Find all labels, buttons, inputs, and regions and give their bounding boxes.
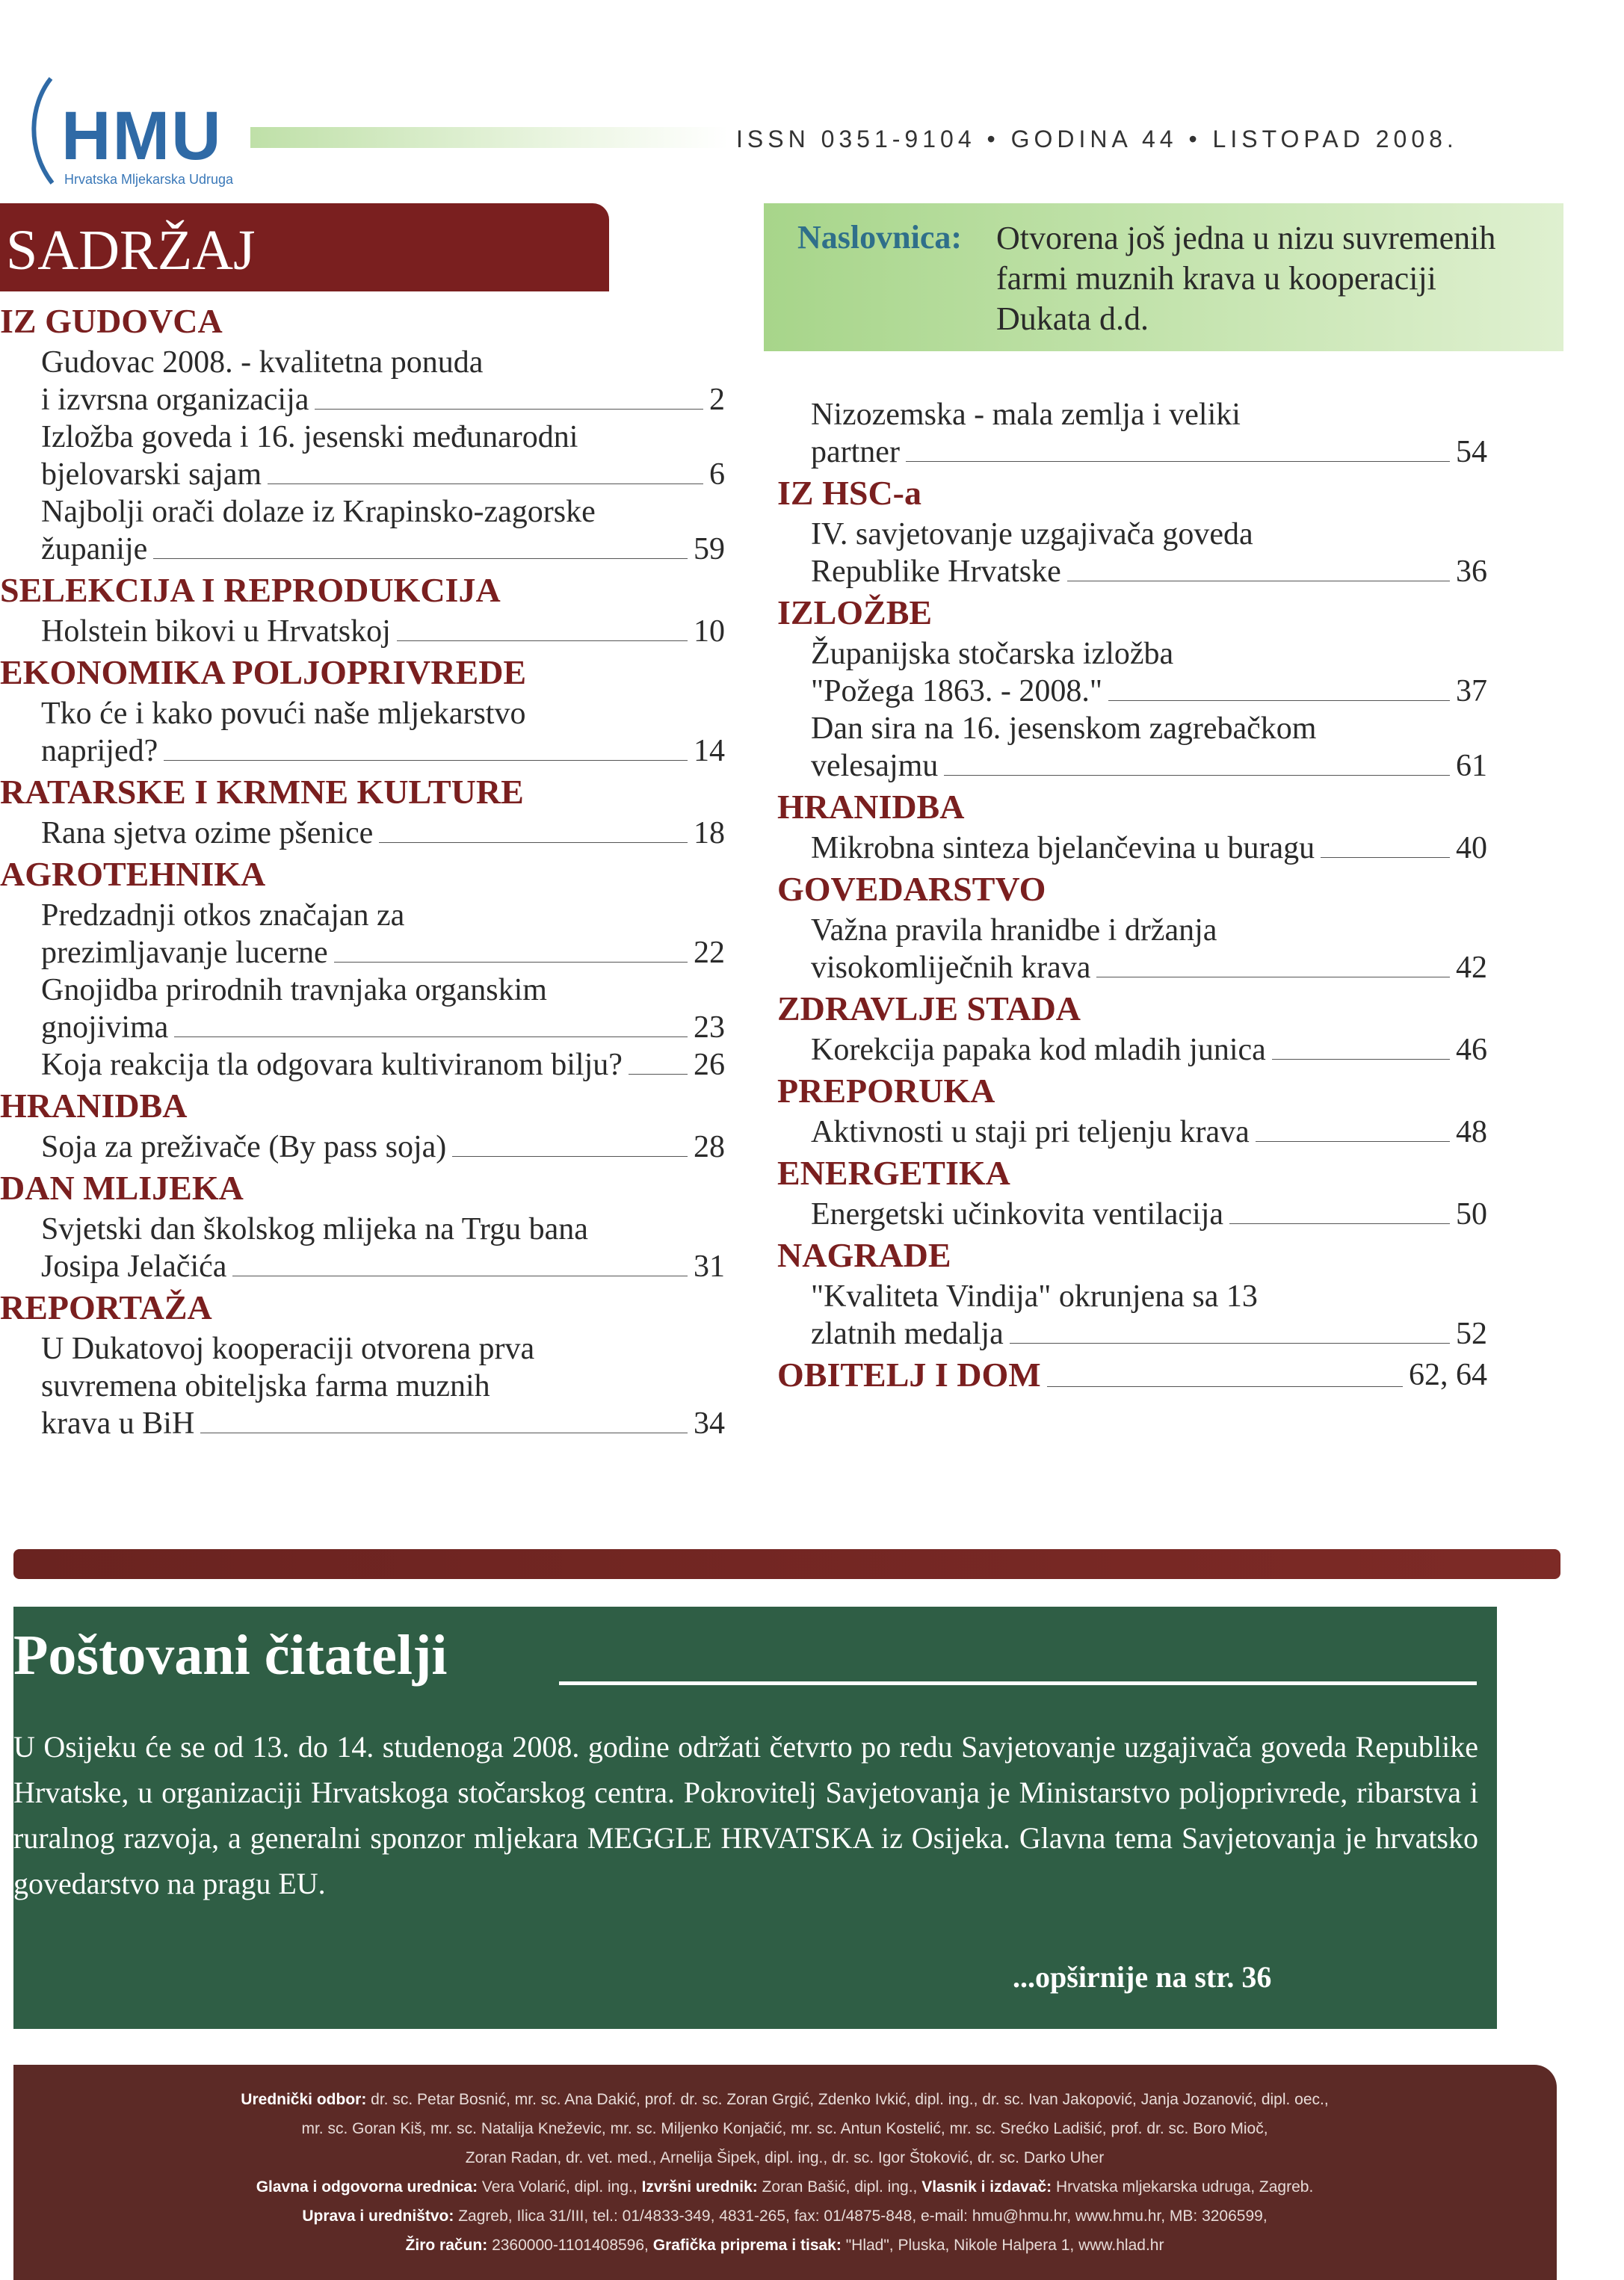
- toc-entry-title: Republike Hrvatske: [811, 554, 1061, 589]
- toc-entry[interactable]: [811, 1278, 1487, 1353]
- office-label: Uprava i uredništvo:: [302, 2208, 454, 2225]
- toc-leader-line: [1272, 1059, 1450, 1060]
- toc-entry-title: bjelovarski sajam: [41, 457, 262, 492]
- toc-page-number: 61: [1456, 749, 1487, 783]
- imprint-account: [30, 2231, 1540, 2260]
- toc-page-number: 22: [694, 936, 725, 970]
- reader-title: Poštovani čitatelji: [13, 1624, 448, 1687]
- toc-entry-title: i izvrsna organizacija: [41, 383, 309, 417]
- toc-leader-line: [153, 558, 688, 559]
- toc-leader-line: [944, 775, 1450, 776]
- account-label: Žiro račun:: [405, 2237, 488, 2254]
- toc-entry-title: "Požega 1863. - 2008.": [811, 674, 1103, 708]
- toc-entry[interactable]: [41, 897, 725, 971]
- toc-entry-title: naprijed?: [41, 734, 158, 768]
- owner-name: Hrvatska mljekarska udruga, Zagreb.: [1055, 2178, 1314, 2196]
- reader-title-rule: [559, 1681, 1477, 1685]
- office-details: Zagreb, Ilica 31/III, tel.: 01/4833-349, 4831-265, fax: 01/4875-848, e-mail: hmu@hmu.hr, www.hmu.hr, MB: 3206599,: [458, 2208, 1268, 2225]
- toc-entry-title: županije: [41, 532, 148, 566]
- toc-entry[interactable]: [811, 635, 1487, 710]
- toc-leader-line: [1229, 1223, 1450, 1224]
- toc-section-heading: NAGRADE: [777, 1236, 951, 1274]
- toc-entry-title: Holstein bikovi u Hrvatskoj: [41, 614, 391, 649]
- toc-entry-title: Najbolji orači dolaze iz Krapinsko-zagorske: [41, 495, 596, 529]
- toc-page-number: 6: [709, 457, 725, 492]
- logo-text: HMU: [61, 98, 223, 174]
- hmu-logo: [22, 67, 262, 187]
- toc-leader-line: [1321, 857, 1450, 858]
- toc-entry[interactable]: [811, 1196, 1487, 1233]
- toc-entry-title: Rana sjetva ozime pšenice: [41, 816, 374, 850]
- toc-entry-title: Važna pravila hranidbe i držanja: [811, 913, 1217, 948]
- toc-page-number: 46: [1456, 1033, 1487, 1067]
- toc-entry-title: visokomliječnih krava: [811, 951, 1091, 985]
- toc-entry-title: Koja reakcija tla odgovara kultiviranom bilju?: [41, 1048, 623, 1082]
- toc-page-number: 40: [1456, 831, 1487, 865]
- toc-entry[interactable]: [811, 516, 1487, 590]
- toc-leader-line: [164, 760, 688, 761]
- toc-leader-line: [629, 1074, 688, 1075]
- toc-section-obitelj[interactable]: [777, 1353, 1487, 1397]
- toc-entry-title: Mikrobna sinteza bjelančevina u buragu: [811, 831, 1315, 865]
- toc-entry-title: Izložba goveda i 16. jesenski međunarodni: [41, 420, 578, 454]
- toc-page-number: 23: [694, 1010, 725, 1045]
- exec-label: Izvršni urednik:: [641, 2178, 758, 2196]
- reader-body: U Osijeku će se od 13. do 14. studenoga 2008. godine održati četvrto po redu Savjetovanje uzgajivača goveda Republike Hrvatske, u organizaciji Hrvatskoga stočarskog centra. Pokrovitelj Savjetovanja je Ministarstvo poljoprivrede, ribarstva i ruralnog razvoja, a generalni sponzor mljekara MEGGLE HRVATSKA iz Osijeka. Glavna tema Savjetovanja je hrvatsko govedarstvo na pragu EU.: [13, 1730, 1478, 1900]
- toc-page-number: 62, 64: [1409, 1358, 1487, 1392]
- editor-name: Vera Volarić, dipl. ing.,: [481, 2178, 637, 2196]
- toc-entry-title: "Kvaliteta Vindija" okrunjena sa 13: [811, 1279, 1258, 1314]
- toc-entry[interactable]: [811, 710, 1487, 785]
- toc-entry-title: gnojivima: [41, 1010, 169, 1045]
- print-details: "Hlad", Pluska, Nikole Halpera 1, www.hlad.hr: [845, 2237, 1164, 2254]
- imprint-board-2: mr. sc. Goran Kiš, mr. sc. Natalija Kneževic, mr. sc. Miljenko Konjačić, mr. sc. Antun Kostelić, mr. sc. Srećko Ladišić, prof. dr. sc. Boro Mioč,: [301, 2120, 1268, 2137]
- logo-swoosh-icon: [22, 75, 67, 187]
- editor-label: Glavna i odgovorna urednica:: [256, 2178, 478, 2196]
- toc-entry-title: suvremena obiteljska farma muznih: [41, 1369, 490, 1403]
- toc-leader-line: [334, 962, 688, 963]
- imprint-board-3: Zoran Radan, dr. vet. med., Arnelija Šipek, dipl. ing., dr. sc. Igor Štoković, dr. sc. Darko Uher: [465, 2149, 1105, 2166]
- toc-page-number: 18: [694, 816, 725, 850]
- cover-label: Naslovnica:: [797, 219, 962, 256]
- toc-entry-title: Tko će i kako povući naše mljekarstvo: [41, 696, 526, 731]
- logo-subtitle: Hrvatska Mljekarska Udruga: [64, 172, 234, 187]
- toc-title: SADRŽAJ: [6, 219, 256, 282]
- toc-entry-title: zlatnih medalja: [811, 1317, 1004, 1351]
- toc-leader-line: [1010, 1343, 1450, 1344]
- toc-page-number: 34: [694, 1406, 725, 1441]
- toc-page-number: 50: [1456, 1197, 1487, 1232]
- toc-page-number: 26: [694, 1048, 725, 1082]
- cover-text: Otvorena još jedna u nizu suvremenih farmi muznih krava u kooperaciji Dukata d.d.: [996, 220, 1496, 337]
- toc-leader-line: [315, 409, 703, 410]
- toc-leader-line: [1047, 1386, 1403, 1387]
- toc-entry-title: velesajmu: [811, 749, 939, 783]
- toc-section-heading: HRANIDBA: [0, 1087, 188, 1125]
- toc-entry[interactable]: [41, 815, 725, 852]
- toc-entry-title: Korekcija papaka kod mladih junica: [811, 1033, 1266, 1067]
- toc-entry-title: Predzadnji otkos značajan za: [41, 898, 405, 933]
- toc-entry[interactable]: [41, 613, 725, 650]
- toc-leader-line: [174, 1036, 688, 1037]
- toc-leader-line: [452, 1156, 688, 1157]
- toc-section-heading: HRANIDBA: [777, 788, 965, 826]
- exec-name: Zoran Bašić, dipl. ing.,: [762, 2178, 918, 2196]
- toc-leader-line: [379, 842, 688, 843]
- toc-page-number: 48: [1456, 1115, 1487, 1149]
- toc-entry-title: Županijska stočarska izložba: [811, 637, 1174, 671]
- toc-section-heading: DAN MLIJEKA: [0, 1169, 244, 1207]
- imprint-board-1: [30, 2085, 1540, 2114]
- toc-entry-title: krava u BiH: [41, 1406, 195, 1441]
- toc-entry[interactable]: [41, 1046, 725, 1084]
- toc-entry-title: Gnojidba prirodnih travnjaka organskim: [41, 973, 547, 1007]
- toc-page-number: 36: [1456, 554, 1487, 589]
- toc-entry[interactable]: [41, 1128, 725, 1166]
- toc-leader-line: [906, 461, 1450, 462]
- toc-entry[interactable]: [811, 1031, 1487, 1069]
- toc-entry-title: prezimljavanje lucerne: [41, 936, 328, 970]
- toc-section-heading: GOVEDARSTVO: [777, 870, 1046, 908]
- toc-entry[interactable]: [41, 1330, 725, 1442]
- toc-entry-title: Soja za preživače (By pass soja): [41, 1130, 447, 1164]
- toc-section-heading: ENERGETIKA: [777, 1154, 1010, 1192]
- toc-page-number: 59: [694, 532, 725, 566]
- toc-entry-title: Josipa Jelačića: [41, 1249, 227, 1284]
- toc-entry-title: Svjetski dan školskog mlijeka na Trgu bana: [41, 1212, 588, 1246]
- imprint-office: [30, 2202, 1540, 2231]
- toc-page-number: 28: [694, 1130, 725, 1164]
- toc-leader-line: [397, 640, 688, 641]
- toc-section-heading: EKONOMIKA POLJOPRIVREDE: [0, 653, 527, 691]
- toc-page-number: 10: [694, 614, 725, 649]
- toc-section-heading: AGROTEHNIKA: [0, 855, 266, 893]
- toc-leader-line: [1108, 700, 1450, 701]
- toc-section-heading: OBITELJ I DOM: [777, 1356, 1041, 1394]
- reader-more-link[interactable]: ...opširnije na str. 36: [1013, 1960, 1272, 1994]
- toc-page-number: 2: [709, 383, 725, 417]
- toc-section-heading: IZ HSC-a: [777, 474, 921, 512]
- toc-entry-title: Nizozemska - mala zemlja i veliki: [811, 398, 1241, 432]
- toc-entry[interactable]: [41, 493, 725, 568]
- toc-entry[interactable]: [811, 1113, 1487, 1151]
- toc-entry-title: Energetski učinkovita ventilacija: [811, 1197, 1224, 1232]
- toc-page-number: 14: [694, 734, 725, 768]
- toc-section-heading: RATARSKE I KRMNE KULTURE: [0, 773, 524, 811]
- toc-entry-title: IV. savjetovanje uzgajivača goveda: [811, 517, 1253, 552]
- toc-page-number: 54: [1456, 435, 1487, 469]
- toc-entry[interactable]: [41, 418, 725, 493]
- toc-section-heading: ZDRAVLJE STADA: [777, 989, 1081, 1028]
- header-accent-bar: [250, 127, 729, 148]
- toc-page-number: 37: [1456, 674, 1487, 708]
- toc-page-number: 31: [694, 1249, 725, 1284]
- toc-entry-title: Dan sira na 16. jesenskom zagrebačkom: [811, 711, 1317, 746]
- toc-section-heading: REPORTAŽA: [0, 1288, 212, 1326]
- board-line-1: dr. sc. Petar Bosnić, mr. sc. Ana Dakić, prof. dr. sc. Zoran Grgić, Zdenko Ivkić, dipl. ing., dr. sc. Ivan Jakopović, Janja Jozanović, dipl. oec.,: [371, 2091, 1329, 2108]
- toc-section-heading: IZLOŽBE: [777, 593, 933, 631]
- toc-entry-title: Aktivnosti u staji pri teljenju krava: [811, 1115, 1250, 1149]
- toc-entry-title: partner: [811, 435, 900, 469]
- toc-entry[interactable]: [811, 912, 1487, 986]
- toc-right-column: [777, 396, 1487, 1397]
- toc-entry[interactable]: [811, 829, 1487, 867]
- toc-page-number: 52: [1456, 1317, 1487, 1351]
- owner-label: Vlasnik i izdavač:: [921, 2178, 1052, 2196]
- toc-section-heading: SELEKCIJA I REPRODUKCIJA: [0, 571, 501, 609]
- toc-entry[interactable]: [41, 695, 725, 770]
- print-label: Grafička priprema i tisak:: [652, 2237, 842, 2254]
- account-number: 2360000-1101408596,: [492, 2237, 649, 2254]
- toc-entry-title: U Dukatovoj kooperaciji otvorena prva: [41, 1332, 535, 1366]
- toc-page-number: 42: [1456, 951, 1487, 985]
- toc-entry[interactable]: [41, 1211, 725, 1285]
- toc-section-heading: PREPORUKA: [777, 1072, 995, 1110]
- board-label: Urednički odbor:: [241, 2091, 367, 2108]
- separator-bar: [13, 1549, 1560, 1579]
- issn-line: ISSN 0351-9104 • GODINA 44 • LISTOPAD 2008.: [736, 126, 1458, 152]
- toc-left-column: [0, 299, 725, 1442]
- toc-entry-title: Gudovac 2008. - kvalitetna ponuda: [41, 345, 484, 380]
- imprint-editors: [30, 2172, 1540, 2202]
- toc-entry[interactable]: [41, 971, 725, 1046]
- toc-leader-line: [1256, 1141, 1450, 1142]
- toc-section-heading: IZ GUDOVCA: [0, 302, 223, 340]
- toc-entry[interactable]: [811, 396, 1487, 471]
- toc-entry[interactable]: [41, 344, 725, 418]
- imprint: [30, 2085, 1540, 2260]
